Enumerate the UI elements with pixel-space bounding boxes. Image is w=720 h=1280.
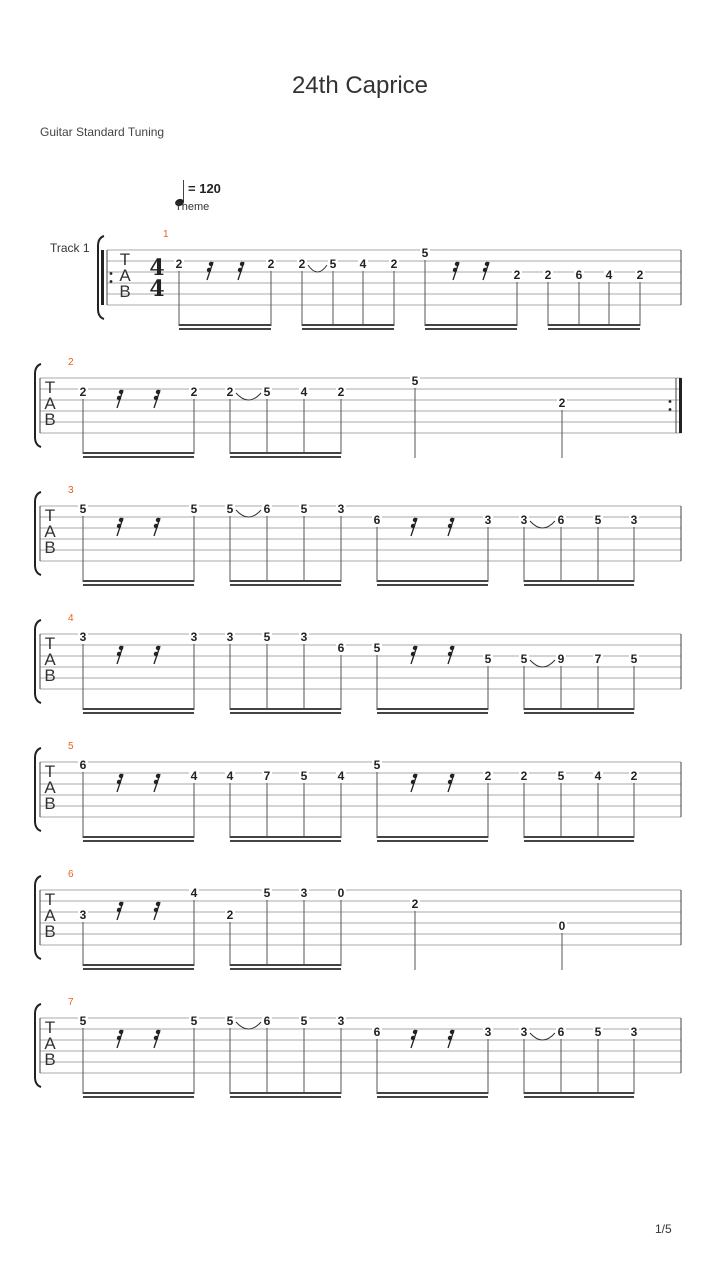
rest-flag: [154, 524, 158, 528]
fret-number: 2: [226, 908, 234, 922]
fret-number: 4: [190, 886, 198, 900]
fret-number: 3: [300, 886, 308, 900]
fret-number: 5: [263, 385, 271, 399]
tab-clef-letter: B: [119, 282, 131, 301]
beam: [548, 328, 640, 330]
rest-flag: [119, 1030, 123, 1034]
rest-flag: [154, 652, 158, 656]
rest-flag: [485, 262, 489, 266]
beam: [302, 324, 394, 326]
rest-flag: [119, 774, 123, 778]
slur: [308, 265, 327, 272]
rest-flag: [154, 396, 158, 400]
note-group: [225, 886, 346, 970]
section-label: Theme: [175, 201, 210, 213]
rest-flag: [411, 652, 415, 656]
rest-flag: [209, 262, 213, 266]
note-group: [78, 758, 199, 842]
beam: [524, 1096, 634, 1098]
tab-clef-letter: A: [119, 266, 131, 285]
fret-number: 3: [79, 630, 87, 644]
fret-number: 5: [79, 502, 87, 516]
tab-clef-letter: B: [44, 794, 56, 813]
fret-number: 5: [630, 652, 638, 666]
rest-flag: [154, 908, 158, 912]
tab-clef-letter: A: [44, 778, 56, 797]
tempo-equals: =: [188, 181, 196, 196]
fret-number: 7: [594, 652, 602, 666]
beam: [524, 712, 634, 714]
rest-flag: [448, 652, 452, 656]
fret-number: 3: [520, 513, 528, 527]
tab-clef-letter: T: [44, 1018, 56, 1037]
beam: [425, 328, 517, 330]
tempo-bpm: 120: [199, 181, 221, 196]
fret-number: 2: [513, 268, 521, 282]
rest-flag: [156, 774, 160, 778]
fret-number: 5: [190, 502, 198, 516]
beam: [83, 580, 194, 582]
beam: [377, 840, 488, 842]
beam: [230, 580, 341, 582]
tab-clef-letter: B: [44, 922, 56, 941]
rest-flag: [117, 652, 121, 656]
note-group: [78, 630, 199, 714]
rest-flag: [117, 396, 121, 400]
repeat-dot: [669, 408, 672, 411]
tab-system: [35, 997, 681, 1098]
fret-number: 5: [300, 1014, 308, 1028]
tab-clef-letter: T: [44, 634, 56, 653]
beam: [230, 456, 341, 458]
measure-number: 4: [68, 613, 74, 624]
note-group: [557, 396, 567, 458]
rest-flag: [156, 646, 160, 650]
beam: [524, 580, 634, 582]
tab-clef-letter: T: [44, 378, 56, 397]
beam: [179, 328, 271, 330]
fret-number: 3: [190, 630, 198, 644]
rest-flag: [154, 1036, 158, 1040]
rest-flag: [119, 518, 123, 522]
fret-number: 6: [337, 641, 345, 655]
barline-thick: [679, 378, 682, 433]
tab-system: [35, 869, 681, 970]
rest-flag: [240, 262, 244, 266]
tab-clef-letter: T: [44, 762, 56, 781]
beam: [83, 584, 194, 586]
beam: [83, 456, 194, 458]
fret-number: 0: [337, 886, 345, 900]
fret-number: 2: [558, 396, 566, 410]
tab-clef-letter: A: [44, 522, 56, 541]
measure-number: 1: [163, 229, 169, 240]
fret-number: 2: [190, 385, 198, 399]
beam: [524, 708, 634, 710]
fret-number: 3: [337, 1014, 345, 1028]
rest-flag: [117, 1036, 121, 1040]
fret-number: 3: [630, 513, 638, 527]
fret-number: 3: [520, 1025, 528, 1039]
beam: [230, 836, 341, 838]
fret-number: 3: [484, 513, 492, 527]
fret-number: 5: [190, 1014, 198, 1028]
fret-number: 4: [359, 257, 367, 271]
slur: [530, 660, 555, 667]
fret-number: 2: [484, 769, 492, 783]
beam: [230, 708, 341, 710]
rest-flag: [156, 518, 160, 522]
rest-flag: [411, 524, 415, 528]
fret-number: 2: [298, 257, 306, 271]
tab-clef-letter: T: [44, 506, 56, 525]
tab-clef-letter: T: [119, 250, 131, 269]
rest-flag: [411, 780, 415, 784]
rest-flag: [450, 646, 454, 650]
rest-flag: [450, 518, 454, 522]
beam: [425, 324, 517, 326]
rest-flag: [450, 774, 454, 778]
fret-number: 6: [373, 1025, 381, 1039]
slur: [530, 1033, 555, 1040]
repeat-dot: [110, 280, 113, 283]
beam: [548, 324, 640, 326]
note-group: [225, 502, 346, 586]
fret-number: 7: [263, 769, 271, 783]
repeat-start-thick: [101, 250, 104, 305]
tab-clef-letter: B: [44, 1050, 56, 1069]
fret-number: 2: [79, 385, 87, 399]
fret-number: 2: [390, 257, 398, 271]
fret-number: 5: [421, 246, 429, 260]
slur: [530, 521, 555, 528]
repeat-dot: [110, 272, 113, 275]
beam: [377, 836, 488, 838]
fret-number: 5: [263, 630, 271, 644]
tab-clef-letter: B: [44, 538, 56, 557]
beam: [230, 712, 341, 714]
beam: [524, 840, 634, 842]
fret-number: 4: [605, 268, 613, 282]
slur: [236, 510, 261, 517]
rest-flag: [413, 518, 417, 522]
track-label: Track 1: [50, 241, 90, 255]
tab-system: [35, 357, 682, 458]
beam: [524, 836, 634, 838]
beam: [377, 1092, 488, 1094]
rest-flag: [156, 1030, 160, 1034]
rest-flag: [156, 902, 160, 906]
rest-flag: [413, 774, 417, 778]
tuning-label: Guitar Standard Tuning: [40, 125, 165, 139]
measure-number: 2: [68, 357, 74, 368]
note-group: [420, 246, 522, 330]
beam: [83, 964, 194, 966]
beam: [377, 712, 488, 714]
fret-number: 5: [594, 1025, 602, 1039]
tab-clef-letter: A: [44, 906, 56, 925]
beam: [230, 1092, 341, 1094]
rest-flag: [413, 646, 417, 650]
fret-number: 2: [411, 897, 419, 911]
beam: [377, 708, 488, 710]
tab-system: [35, 613, 681, 714]
rest-flag: [117, 780, 121, 784]
fret-number: 2: [226, 385, 234, 399]
fret-number: 5: [373, 758, 381, 772]
fret-number: 2: [544, 268, 552, 282]
fret-number: 5: [373, 641, 381, 655]
beam: [377, 584, 488, 586]
fret-number: 6: [575, 268, 583, 282]
fret-number: 5: [79, 1014, 87, 1028]
tab-clef-letter: B: [44, 666, 56, 685]
fret-number: 4: [594, 769, 602, 783]
beam: [230, 452, 341, 454]
fret-number: 2: [267, 257, 275, 271]
note-group: [543, 268, 645, 330]
fret-number: 5: [557, 769, 565, 783]
rest-flag: [238, 268, 242, 272]
fret-number: 5: [300, 769, 308, 783]
fret-number: 2: [520, 769, 528, 783]
fret-number: 5: [300, 502, 308, 516]
fret-number: 2: [630, 769, 638, 783]
beam: [230, 1096, 341, 1098]
page-number: 1/5: [655, 1222, 672, 1236]
time-signature-top: 4: [149, 255, 165, 281]
fret-number: 5: [411, 374, 419, 388]
rest-flag: [119, 902, 123, 906]
tab-system: [35, 741, 681, 842]
tab-clef-letter: A: [44, 394, 56, 413]
slur: [236, 1022, 261, 1029]
note-group: [78, 502, 199, 586]
rest-flag: [119, 390, 123, 394]
rest-flag: [156, 390, 160, 394]
rest-flag: [455, 262, 459, 266]
fret-number: 5: [226, 1014, 234, 1028]
fret-number: 3: [300, 630, 308, 644]
beam: [230, 964, 341, 966]
measure-number: 7: [68, 997, 74, 1008]
fret-number: 6: [263, 502, 271, 516]
measure-number: 5: [68, 741, 74, 752]
fret-number: 6: [373, 513, 381, 527]
note-group: [78, 886, 199, 970]
fret-number: 5: [594, 513, 602, 527]
fret-number: 5: [226, 502, 234, 516]
beam: [83, 452, 194, 454]
fret-number: 3: [484, 1025, 492, 1039]
slur: [236, 393, 261, 400]
fret-number: 6: [557, 513, 565, 527]
fret-number: 6: [79, 758, 87, 772]
note-group: [225, 630, 346, 714]
fret-number: 5: [329, 257, 337, 271]
rest-flag: [453, 268, 457, 272]
beam: [83, 968, 194, 970]
fret-number: 3: [226, 630, 234, 644]
rest-flag: [411, 1036, 415, 1040]
tab-system: [35, 485, 681, 586]
measure-number: 6: [68, 869, 74, 880]
rest-flag: [117, 524, 121, 528]
fret-number: 4: [190, 769, 198, 783]
tab-system: [98, 229, 681, 330]
rest-flag: [207, 268, 211, 272]
note-group: [225, 1014, 346, 1098]
fret-number: 9: [557, 652, 565, 666]
fret-number: 4: [300, 385, 308, 399]
fret-number: 2: [337, 385, 345, 399]
score-title: 24th Caprice: [291, 72, 429, 99]
fret-number: 5: [484, 652, 492, 666]
beam: [377, 1096, 488, 1098]
rest-flag: [117, 908, 121, 912]
beam: [83, 836, 194, 838]
beam: [83, 1096, 194, 1098]
beam: [230, 968, 341, 970]
beam: [83, 712, 194, 714]
beam: [524, 584, 634, 586]
note-group: [519, 652, 639, 714]
beam: [302, 328, 394, 330]
note-group: [372, 758, 493, 842]
beam: [524, 1092, 634, 1094]
fret-number: 3: [630, 1025, 638, 1039]
beam: [83, 1092, 194, 1094]
note-group: [410, 374, 420, 458]
rest-flag: [448, 780, 452, 784]
fret-number: 6: [557, 1025, 565, 1039]
fret-number: 4: [337, 769, 345, 783]
note-group: [78, 1014, 199, 1098]
beam: [83, 840, 194, 842]
fret-number: 3: [337, 502, 345, 516]
tab-clef-letter: B: [44, 410, 56, 429]
fret-number: 5: [520, 652, 528, 666]
rest-flag: [154, 780, 158, 784]
rest-flag: [448, 524, 452, 528]
fret-number: 4: [226, 769, 234, 783]
fret-number: 0: [558, 919, 566, 933]
fret-number: 6: [263, 1014, 271, 1028]
beam: [230, 840, 341, 842]
rest-flag: [483, 268, 487, 272]
repeat-dot: [669, 400, 672, 403]
tab-clef-letter: A: [44, 1034, 56, 1053]
beam: [83, 708, 194, 710]
tab-clef-letter: T: [44, 890, 56, 909]
rest-flag: [450, 1030, 454, 1034]
fret-number: 2: [636, 268, 644, 282]
rest-flag: [119, 646, 123, 650]
beam: [230, 584, 341, 586]
measure-number: 3: [68, 485, 74, 496]
fret-number: 5: [263, 886, 271, 900]
beam: [377, 580, 488, 582]
beam: [179, 324, 271, 326]
fret-number: 2: [175, 257, 183, 271]
fret-number: 3: [79, 908, 87, 922]
time-signature-bottom: 4: [149, 276, 165, 302]
tab-clef-letter: A: [44, 650, 56, 669]
rest-flag: [448, 1036, 452, 1040]
rest-flag: [413, 1030, 417, 1034]
